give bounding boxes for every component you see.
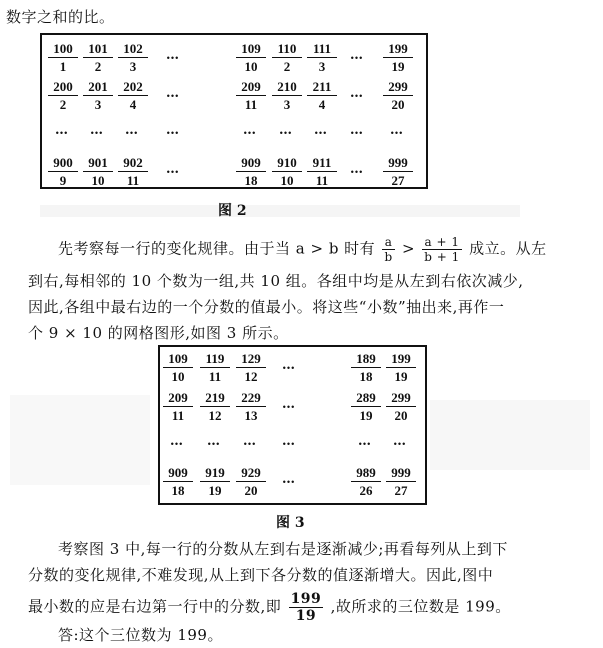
numerator: 910	[272, 156, 302, 172]
denominator: b + 1	[424, 250, 460, 264]
numerator: 989	[351, 466, 381, 482]
ellipsis: …	[350, 86, 364, 101]
denominator: 11	[171, 408, 185, 423]
ellipsis: …	[166, 48, 180, 63]
fraction-cell	[272, 156, 302, 187]
denominator: 19	[391, 59, 405, 74]
denominator: 3	[318, 59, 326, 74]
denominator: 13	[244, 408, 258, 423]
ellipsis: …	[243, 123, 257, 138]
ellipsis: …	[358, 434, 372, 449]
fraction-cell	[118, 42, 148, 73]
paragraph-2-line-1: 考察图 3 中,每一行的分数从左到右是逐渐减少;再看每列从上到下	[58, 540, 508, 558]
denominator: 4	[318, 97, 326, 112]
denominator: 18	[171, 483, 185, 498]
numerator: 902	[118, 156, 148, 172]
denominator: 19	[295, 608, 317, 624]
fraction-cell	[200, 466, 230, 497]
numerator: 211	[307, 80, 337, 96]
bleed-through	[430, 400, 590, 470]
fraction-cell	[48, 42, 78, 73]
bleed-through	[10, 395, 150, 485]
numerator: a + 1	[422, 236, 462, 250]
fraction-cell	[236, 80, 266, 111]
ellipsis: …	[390, 123, 404, 138]
denominator: 12	[208, 408, 222, 423]
greater-than-sign: >	[401, 239, 416, 258]
numerator: 999	[386, 466, 416, 482]
numerator: 200	[48, 80, 78, 96]
ellipsis: …	[282, 397, 296, 412]
fraction-cell	[236, 391, 266, 422]
fraction-cell	[236, 156, 266, 187]
denominator: 12	[244, 369, 258, 384]
denominator: 10	[91, 173, 105, 188]
fraction-cell	[383, 80, 413, 111]
fraction-199-over-19	[289, 592, 324, 623]
ellipsis: …	[393, 434, 407, 449]
paragraph-2-line-3	[28, 592, 511, 623]
fraction-cell	[200, 352, 230, 383]
ellipsis: …	[55, 123, 69, 138]
denominator: 18	[244, 173, 258, 188]
numerator: 210	[272, 80, 302, 96]
fraction-cell	[307, 42, 337, 73]
ellipsis: …	[166, 123, 180, 138]
bleed-through	[40, 205, 520, 217]
ellipsis: …	[166, 86, 180, 101]
ellipsis: …	[314, 123, 328, 138]
fraction-cell	[383, 42, 413, 73]
top-text: 数字之和的比。	[6, 8, 115, 26]
fraction-cell	[351, 466, 381, 497]
denominator: 20	[394, 408, 408, 423]
numerator: 101	[83, 42, 113, 58]
ellipsis: …	[166, 162, 180, 177]
fraction-cell	[163, 466, 193, 497]
ellipsis: …	[170, 434, 184, 449]
numerator: 929	[236, 466, 266, 482]
fraction-cell	[83, 80, 113, 111]
denominator: 3	[94, 97, 102, 112]
denominator: 2	[59, 97, 67, 112]
fraction-cell	[351, 352, 381, 383]
fraction-cell	[200, 391, 230, 422]
fraction-cell	[118, 80, 148, 111]
numerator: 289	[351, 391, 381, 407]
paragraph-2-line-2: 分数的变化规律,不难发现,从上到下各分数的值逐渐增大。因此,图中	[28, 566, 494, 584]
ellipsis: …	[125, 123, 139, 138]
fraction-cell	[48, 156, 78, 187]
numerator: 911	[307, 156, 337, 172]
fraction-cell	[386, 466, 416, 497]
ellipsis: …	[350, 162, 364, 177]
numerator: a	[382, 236, 394, 250]
fraction-cell	[236, 466, 266, 497]
denominator: 3	[129, 59, 137, 74]
fraction-cell	[307, 80, 337, 111]
denominator: 20	[391, 97, 405, 112]
numerator: 901	[83, 156, 113, 172]
denominator: 11	[244, 97, 258, 112]
numerator: 199	[383, 42, 413, 58]
paragraph-1-line-4: 个 9 × 10 的网格图形,如图 3 所示。	[28, 324, 289, 342]
paragraph-1-line-2: 到右,每相邻的 10 个数为一组,共 10 组。各组中均是从左到右依次减少,	[28, 272, 524, 290]
denominator: b	[384, 250, 393, 264]
paragraph-1-line-3: 因此,各组中最右边的一个分数的值最小。将这些“小数”抽出来,再作一	[28, 298, 505, 316]
numerator: 109	[236, 42, 266, 58]
ellipsis: …	[279, 123, 293, 138]
numerator: 909	[163, 466, 193, 482]
denominator: 3	[283, 97, 291, 112]
fraction-a1-over-b1	[422, 236, 462, 263]
p2-text-b: ,故所求的三位数是 199。	[330, 597, 511, 616]
denominator: 2	[283, 59, 291, 74]
fraction-cell	[272, 42, 302, 73]
denominator: 11	[126, 173, 140, 188]
denominator: 27	[391, 173, 405, 188]
fraction-cell	[386, 352, 416, 383]
fraction-cell	[83, 156, 113, 187]
denominator: 26	[359, 483, 373, 498]
numerator: 919	[200, 466, 230, 482]
denominator: 11	[208, 369, 222, 384]
numerator: 119	[200, 352, 230, 368]
fraction-cell	[236, 42, 266, 73]
denominator: 10	[244, 59, 258, 74]
numerator: 202	[118, 80, 148, 96]
numerator: 299	[383, 80, 413, 96]
fraction-cell	[386, 391, 416, 422]
numerator: 129	[236, 352, 266, 368]
figure-3-caption: 图 3	[276, 515, 305, 531]
denominator: 20	[244, 483, 258, 498]
fraction-cell	[163, 352, 193, 383]
denominator: 4	[129, 97, 137, 112]
denominator: 19	[359, 408, 373, 423]
numerator: 189	[351, 352, 381, 368]
numerator: 111	[307, 42, 337, 58]
p1-text-b: 成立。从左	[469, 239, 547, 258]
fraction-cell	[83, 42, 113, 73]
numerator: 209	[236, 80, 266, 96]
numerator: 199	[290, 591, 322, 607]
p1-text-a: 先考察每一行的变化规律。由于当 a > b 时有	[58, 239, 376, 258]
ellipsis: …	[282, 434, 296, 449]
numerator: 201	[83, 80, 113, 96]
p2-text-a: 最小数的应是右边第一行中的分数,即	[28, 597, 282, 616]
ellipsis: …	[90, 123, 104, 138]
denominator: 19	[394, 369, 408, 384]
ellipsis: …	[282, 472, 296, 487]
numerator: 102	[118, 42, 148, 58]
numerator: 229	[236, 391, 266, 407]
numerator: 100	[48, 42, 78, 58]
fraction-cell	[383, 156, 413, 187]
numerator: 299	[386, 391, 416, 407]
fraction-a-over-b	[382, 236, 394, 263]
ellipsis: …	[207, 434, 221, 449]
paragraph-1-line-1	[58, 236, 547, 263]
numerator: 909	[236, 156, 266, 172]
fraction-cell	[48, 80, 78, 111]
denominator: 19	[208, 483, 222, 498]
denominator: 9	[59, 173, 67, 188]
fraction-cell	[163, 391, 193, 422]
numerator: 900	[48, 156, 78, 172]
ellipsis: …	[350, 48, 364, 63]
denominator: 10	[171, 369, 185, 384]
numerator: 109	[163, 352, 193, 368]
denominator: 11	[315, 173, 329, 188]
figure-2-caption: 图 2	[218, 203, 247, 219]
fraction-cell	[236, 352, 266, 383]
fraction-cell	[307, 156, 337, 187]
denominator: 10	[280, 173, 294, 188]
ellipsis: …	[243, 434, 257, 449]
denominator: 27	[394, 483, 408, 498]
ellipsis: …	[282, 358, 296, 373]
fraction-cell	[272, 80, 302, 111]
numerator: 110	[272, 42, 302, 58]
fraction-cell	[118, 156, 148, 187]
denominator: 18	[359, 369, 373, 384]
numerator: 209	[163, 391, 193, 407]
fraction-cell	[351, 391, 381, 422]
numerator: 999	[383, 156, 413, 172]
numerator: 219	[200, 391, 230, 407]
ellipsis: …	[350, 123, 364, 138]
numerator: 199	[386, 352, 416, 368]
denominator: 1	[59, 59, 67, 74]
answer-line: 答:这个三位数为 199。	[58, 626, 223, 644]
denominator: 2	[94, 59, 102, 74]
